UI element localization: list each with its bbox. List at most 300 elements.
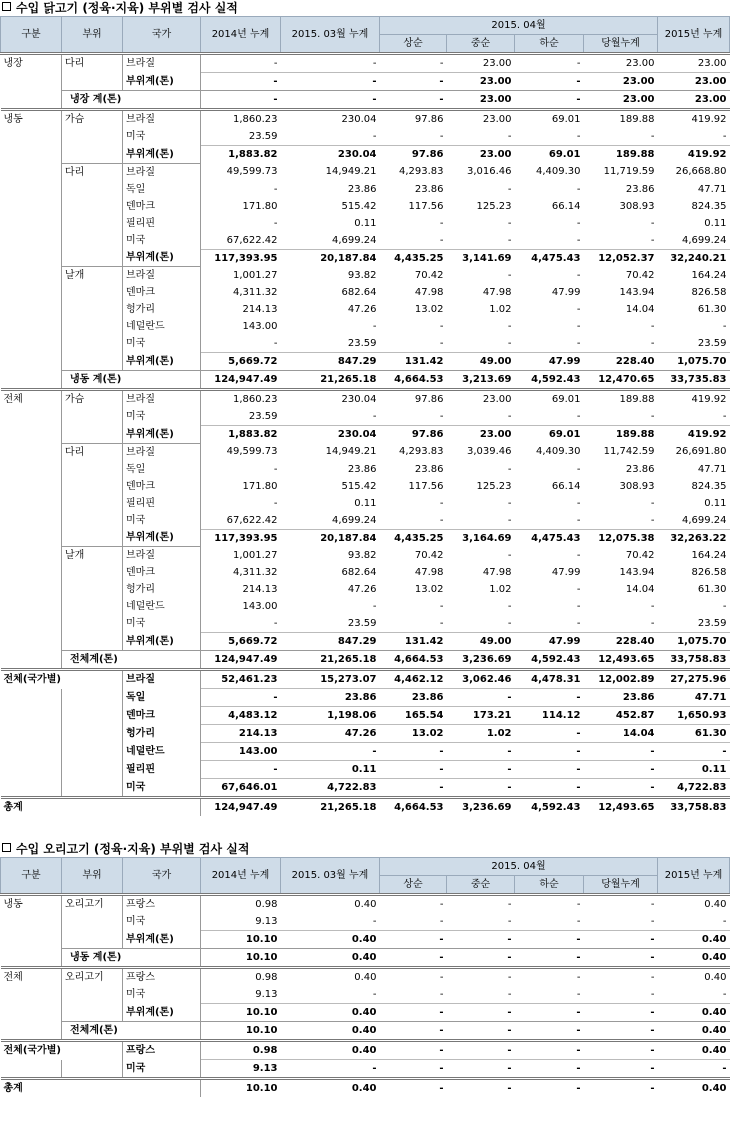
cell-value: 0.11 <box>658 761 730 779</box>
cell-value: - <box>447 931 515 949</box>
cell-value: 23.86 <box>414 183 444 195</box>
cell-value: 33,735.83 <box>658 371 730 390</box>
cell-value: 33,758.83 <box>658 651 730 670</box>
cell-gubun <box>1 633 62 651</box>
cell-buwi: 냉동 계(톤) <box>62 949 201 968</box>
table-row <box>1 408 730 426</box>
cell-value: 69.01 <box>515 110 584 129</box>
cell-value: - <box>576 584 581 595</box>
cell-buwi <box>62 512 123 530</box>
table-row <box>1 615 730 633</box>
cell-value: - <box>507 916 512 927</box>
cell-gubun <box>1 249 62 267</box>
cell-value: - <box>201 73 281 91</box>
table-row <box>1 633 730 651</box>
cell-value: - <box>576 217 581 229</box>
cell-gukga: 미국 <box>123 913 201 931</box>
cell-gukga: 부위계(톤) <box>123 353 201 371</box>
cell-value: 308.93 <box>619 200 655 212</box>
cell-value: 4,483.12 <box>201 707 281 725</box>
cell-gukga: 부위계(톤) <box>123 931 201 949</box>
cell-gubun <box>1 707 62 725</box>
table-row <box>1 779 730 798</box>
cell-value: 10.10 <box>201 1022 281 1041</box>
header-2015-04: 2015. 04월 <box>380 858 658 876</box>
section-title-chicken: 수입 닭고기 (정육·지육) 부위별 검사 실적 <box>0 0 730 16</box>
cell-value: 189.88 <box>584 110 658 129</box>
cell-buwi: 오리고기 <box>62 968 123 987</box>
cell-value: - <box>650 131 655 142</box>
cell-value: 12,075.38 <box>584 529 658 547</box>
cell-value: 515.42 <box>341 480 377 492</box>
table-row <box>1 670 730 689</box>
cell-buwi <box>62 478 123 495</box>
cell-value: - <box>380 931 447 949</box>
cell-buwi <box>62 707 123 725</box>
cell-gukga: 프랑스 <box>123 1041 201 1060</box>
cell-value: 824.35 <box>691 480 727 492</box>
table-row <box>1 1079 730 1098</box>
cell-value: - <box>507 269 512 281</box>
cell-gubun <box>1 181 62 198</box>
cell-value: 10.10 <box>201 931 281 949</box>
cell-value: 13.02 <box>414 584 444 595</box>
cell-value: 452.87 <box>584 707 658 725</box>
cell-value: - <box>439 217 444 229</box>
cell-value: 3,062.46 <box>447 670 515 689</box>
cell-value: - <box>584 743 658 761</box>
bullet-square-icon <box>2 2 11 11</box>
cell-value: 23.86 <box>625 463 655 475</box>
chicken-table <box>0 16 730 816</box>
cell-gubun <box>1 73 62 91</box>
cell-value: - <box>447 968 515 987</box>
table-row <box>1 598 730 615</box>
cell-value: 4,409.30 <box>535 166 581 178</box>
cell-buwi <box>62 215 123 232</box>
cell-value: 0.40 <box>658 1041 730 1060</box>
cell-buwi <box>62 73 123 91</box>
cell-value: 3,236.69 <box>447 651 515 670</box>
cell-value: 0.98 <box>201 968 281 987</box>
cell-gukga: 부위계(톤) <box>123 146 201 164</box>
cell-value: - <box>515 968 584 987</box>
cell-value: - <box>380 73 447 91</box>
cell-value: - <box>439 601 444 612</box>
cell-value: 164.24 <box>691 549 727 561</box>
table-row <box>1 181 730 198</box>
cell-value: 308.93 <box>619 480 655 492</box>
cell-value: - <box>439 131 444 142</box>
cell-value: - <box>439 321 444 332</box>
cell-buwi: 다리 <box>62 443 123 461</box>
cell-value: 66.14 <box>551 480 581 492</box>
cell-value: 0.40 <box>281 931 380 949</box>
cell-value: 143.00 <box>201 318 281 335</box>
cell-value: 228.40 <box>584 353 658 371</box>
header-2015-04: 2015. 04월 <box>380 17 658 35</box>
cell-gubun <box>1 495 62 512</box>
cell-value: - <box>380 91 447 110</box>
cell-value: 171.80 <box>201 478 281 495</box>
cell-buwi <box>62 581 123 598</box>
cell-buwi: 다리 <box>62 54 123 73</box>
cell-gubun <box>1 146 62 164</box>
cell-value: - <box>576 989 581 1000</box>
cell-value: - <box>507 183 512 195</box>
cell-value: 14.04 <box>625 584 655 595</box>
cell-value: - <box>584 931 658 949</box>
cell-value: 0.40 <box>658 949 730 968</box>
cell-value: 165.54 <box>380 707 447 725</box>
cell-value: 47.71 <box>697 183 727 195</box>
cell-value: 23.00 <box>447 54 515 73</box>
cell-gubun <box>1 353 62 371</box>
cell-value: 0.40 <box>281 949 380 968</box>
cell-gubun: 냉장 <box>1 54 62 73</box>
cell-value: - <box>447 1060 515 1079</box>
header-buwi: 부위 <box>62 858 123 895</box>
cell-value: - <box>650 338 655 349</box>
cell-value: 23.59 <box>697 338 727 349</box>
cell-gukga: 네덜란드 <box>123 598 201 615</box>
cell-value: 9.13 <box>201 1060 281 1079</box>
cell-value: 11,719.59 <box>603 166 655 178</box>
cell-value: - <box>515 743 584 761</box>
cell-gubun <box>1 564 62 581</box>
cell-value: 61.30 <box>697 304 727 315</box>
cell-value: - <box>507 549 512 561</box>
cell-value: 21,265.18 <box>281 798 380 817</box>
cell-value: - <box>650 618 655 629</box>
table-row <box>1 215 730 232</box>
cell-value: 70.42 <box>625 269 655 281</box>
cell-gukga: 브라질 <box>123 54 201 73</box>
cell-value: 1.02 <box>447 725 515 743</box>
cell-value: 0.11 <box>704 217 727 229</box>
cell-gubun <box>1 615 62 633</box>
cell-value: - <box>380 1079 447 1098</box>
cell-gukga: 덴마크 <box>123 707 201 725</box>
table-row <box>1 54 730 73</box>
cell-value: - <box>507 618 512 629</box>
cell-value: - <box>447 949 515 968</box>
table-row <box>1 529 730 547</box>
cell-buwi <box>62 146 123 164</box>
cell-value: 1,860.23 <box>201 110 281 129</box>
cell-value: 9.13 <box>201 913 281 931</box>
cell-value: 47.98 <box>482 287 512 298</box>
cell-gubun <box>1 761 62 779</box>
cell-value: 47.71 <box>658 689 730 707</box>
cell-value: - <box>447 1004 515 1022</box>
cell-buwi <box>62 181 123 198</box>
cell-value: 49,599.73 <box>201 443 281 461</box>
cell-buwi <box>62 128 123 146</box>
header-gubun: 구분 <box>1 858 62 895</box>
cell-value: 61.30 <box>697 584 727 595</box>
cell-value: 26,691.80 <box>675 446 727 458</box>
cell-buwi <box>62 761 123 779</box>
cell-value: 847.29 <box>281 633 380 651</box>
cell-buwi <box>62 426 123 444</box>
table-row <box>1 198 730 215</box>
cell-gukga: 네덜란드 <box>123 743 201 761</box>
table-row <box>1 163 730 181</box>
cell-value: - <box>515 895 584 914</box>
cell-value: 682.64 <box>341 287 377 298</box>
cell-gubun <box>1 725 62 743</box>
cell-value: 23.00 <box>584 91 658 110</box>
cell-gukga: 네덜란드 <box>123 318 201 335</box>
cell-gukga: 브라질 <box>123 163 201 181</box>
cell-value: - <box>650 497 655 509</box>
cell-value: 15,273.07 <box>281 670 380 689</box>
cell-value: 23.59 <box>697 618 727 629</box>
cell-value: - <box>439 411 444 422</box>
cell-value: 1,001.27 <box>201 547 281 565</box>
cell-gubun <box>1 371 62 390</box>
cell-value: 117.56 <box>408 200 444 212</box>
cell-value: 21,265.18 <box>281 651 380 670</box>
cell-value: - <box>515 91 584 110</box>
cell-value: 189.88 <box>584 146 658 164</box>
cell-value: 23.86 <box>347 463 377 475</box>
cell-value: 4,435.25 <box>380 249 447 267</box>
table-row <box>1 564 730 581</box>
cell-gubun <box>1 1060 62 1079</box>
table-row <box>1 301 730 318</box>
cell-value: 47.99 <box>515 633 584 651</box>
cell-gukga: 부위계(톤) <box>123 1004 201 1022</box>
cell-value: 26,668.80 <box>675 166 727 178</box>
cell-value: - <box>201 689 281 707</box>
cell-value: 47.99 <box>551 287 581 298</box>
cell-value: 69.01 <box>515 146 584 164</box>
cell-value: 1,883.82 <box>201 146 281 164</box>
cell-value: - <box>507 989 512 1000</box>
cell-value: 419.92 <box>658 146 730 164</box>
cell-value: 49.00 <box>447 353 515 371</box>
cell-value: - <box>447 895 515 914</box>
header-2015: 2015년 누계 <box>658 17 730 54</box>
table-row <box>1 335 730 353</box>
table-row <box>1 743 730 761</box>
cell-value: 4,699.24 <box>681 234 727 246</box>
cell-gubun <box>1 529 62 547</box>
bullet-square-icon <box>2 843 11 852</box>
cell-value: 124,947.49 <box>201 371 281 390</box>
table-row <box>1 232 730 250</box>
cell-value: 4,699.24 <box>331 234 377 246</box>
cell-value: 4,722.83 <box>281 779 380 798</box>
cell-gubun: 냉동 <box>1 895 62 914</box>
cell-value: - <box>584 1060 658 1079</box>
cell-gukga: 덴마크 <box>123 564 201 581</box>
cell-value: - <box>658 1060 730 1079</box>
cell-value: - <box>439 916 444 927</box>
cell-value: - <box>515 761 584 779</box>
cell-value: 33,758.83 <box>658 798 730 817</box>
cell-gubun <box>1 478 62 495</box>
cell-value: 114.12 <box>515 707 584 725</box>
cell-buwi: 전체계(톤) <box>62 1022 201 1041</box>
cell-value: 1,860.23 <box>201 390 281 409</box>
cell-value: 47.98 <box>482 567 512 578</box>
cell-value: 12,493.65 <box>584 651 658 670</box>
cell-value: - <box>439 989 444 1000</box>
cell-value: - <box>584 968 658 987</box>
cell-value: - <box>515 725 584 743</box>
cell-value: - <box>515 1004 584 1022</box>
cell-value: 824.35 <box>691 200 727 212</box>
cell-value: 23.00 <box>447 91 515 110</box>
cell-value: 4,664.53 <box>380 798 447 817</box>
cell-buwi <box>62 529 123 547</box>
cell-value: 69.01 <box>515 390 584 409</box>
cell-value: 0.40 <box>281 1041 380 1060</box>
cell-gukga: 덴마크 <box>123 198 201 215</box>
cell-buwi <box>62 249 123 267</box>
cell-value: 0.40 <box>658 931 730 949</box>
cell-buwi <box>62 461 123 478</box>
header-2015-03: 2015. 03월 누계 <box>281 17 380 54</box>
cell-value: 826.58 <box>691 567 727 578</box>
cell-value: 230.04 <box>281 390 380 409</box>
cell-buwi <box>62 779 123 798</box>
cell-value: 23.00 <box>447 110 515 129</box>
cell-gubun <box>1 318 62 335</box>
cell-value: 23.59 <box>201 128 281 146</box>
cell-value: - <box>372 411 377 422</box>
cell-value: - <box>507 463 512 475</box>
cell-value: 189.88 <box>584 390 658 409</box>
cell-value: 66.14 <box>551 200 581 212</box>
cell-value: 23.00 <box>658 54 730 73</box>
cell-value: 4,409.30 <box>535 446 581 458</box>
cell-value: - <box>439 497 444 509</box>
cell-buwi: 날개 <box>62 267 123 285</box>
cell-gukga: 부위계(톤) <box>123 529 201 547</box>
cell-value: 164.24 <box>691 269 727 281</box>
cell-gubun: 전체 <box>1 390 62 409</box>
cell-value: 214.13 <box>201 581 281 598</box>
header-sangsun: 상순 <box>380 876 447 895</box>
cell-value: 0.40 <box>281 1004 380 1022</box>
cell-gukga: 브라질 <box>123 670 201 689</box>
cell-value: - <box>380 761 447 779</box>
cell-buwi: 가슴 <box>62 110 123 129</box>
cell-gukga: 덴마크 <box>123 478 201 495</box>
cell-gukga: 헝가리 <box>123 725 201 743</box>
cell-value: 0.11 <box>281 761 380 779</box>
cell-value: - <box>576 514 581 526</box>
cell-value: 1.02 <box>489 304 512 315</box>
cell-value: - <box>650 411 655 422</box>
cell-value: 117,393.95 <box>201 529 281 547</box>
table-row <box>1 110 730 129</box>
cell-gukga: 미국 <box>123 779 201 798</box>
cell-value: - <box>576 304 581 315</box>
cell-value: - <box>576 916 581 927</box>
cell-value: 14,949.21 <box>325 166 377 178</box>
cell-value: 10.10 <box>201 1004 281 1022</box>
cell-value: 93.82 <box>347 269 377 281</box>
cell-value: - <box>201 215 281 232</box>
cell-value: 27,275.96 <box>658 670 730 689</box>
header-2015: 2015년 누계 <box>658 858 730 895</box>
cell-value: 515.42 <box>341 200 377 212</box>
cell-value: 4,462.12 <box>380 670 447 689</box>
cell-value: 4,699.24 <box>681 514 727 526</box>
cell-value: - <box>576 497 581 509</box>
cell-value: 4,592.43 <box>515 371 584 390</box>
cell-gukga: 브라질 <box>123 547 201 565</box>
cell-value: - <box>380 1004 447 1022</box>
table-row <box>1 146 730 164</box>
cell-value: 32,263.22 <box>658 529 730 547</box>
cell-gukga: 미국 <box>123 128 201 146</box>
cell-value: 214.13 <box>201 725 281 743</box>
cell-value: 23.00 <box>447 146 515 164</box>
cell-value: - <box>447 1041 515 1060</box>
cell-gubun <box>1 581 62 598</box>
cell-value: - <box>515 1079 584 1098</box>
table-row <box>1 1022 730 1041</box>
cell-value: - <box>515 1060 584 1079</box>
cell-value: 0.40 <box>658 895 730 914</box>
cell-value: 131.42 <box>380 353 447 371</box>
cell-value: 4,293.83 <box>398 166 444 178</box>
cell-value: 4,475.43 <box>515 529 584 547</box>
table-row <box>1 931 730 949</box>
cell-value: 12,470.65 <box>584 371 658 390</box>
cell-gubun <box>1 215 62 232</box>
table-row <box>1 913 730 931</box>
cell-value: 682.64 <box>341 567 377 578</box>
cell-value: - <box>507 131 512 142</box>
cell-value: - <box>722 131 727 142</box>
cell-value: - <box>201 495 281 512</box>
cell-gubun <box>1 267 62 285</box>
cell-value: 3,236.69 <box>447 798 515 817</box>
cell-value: 9.13 <box>201 986 281 1004</box>
cell-value: 143.94 <box>619 567 655 578</box>
cell-value: - <box>515 931 584 949</box>
cell-value: - <box>380 743 447 761</box>
cell-gubun <box>1 163 62 181</box>
cell-value: - <box>380 968 447 987</box>
table-row <box>1 353 730 371</box>
cell-value: 23.59 <box>347 338 377 349</box>
cell-gubun <box>1 461 62 478</box>
cell-value: - <box>576 321 581 332</box>
cell-gukga: 미국 <box>123 512 201 530</box>
cell-value: 0.40 <box>658 1004 730 1022</box>
cell-value: - <box>650 514 655 526</box>
table-row <box>1 443 730 461</box>
cell-value: - <box>372 989 377 1000</box>
cell-buwi <box>62 725 123 743</box>
cell-value: 0.40 <box>658 1022 730 1041</box>
cell-gubun <box>1 1004 62 1022</box>
header-dangwol: 당월누계 <box>584 35 658 54</box>
cell-gubun <box>1 779 62 798</box>
cell-gukga: 필리핀 <box>123 215 201 232</box>
table-row <box>1 495 730 512</box>
cell-value: 0.40 <box>281 968 380 987</box>
cell-value: - <box>201 615 281 633</box>
